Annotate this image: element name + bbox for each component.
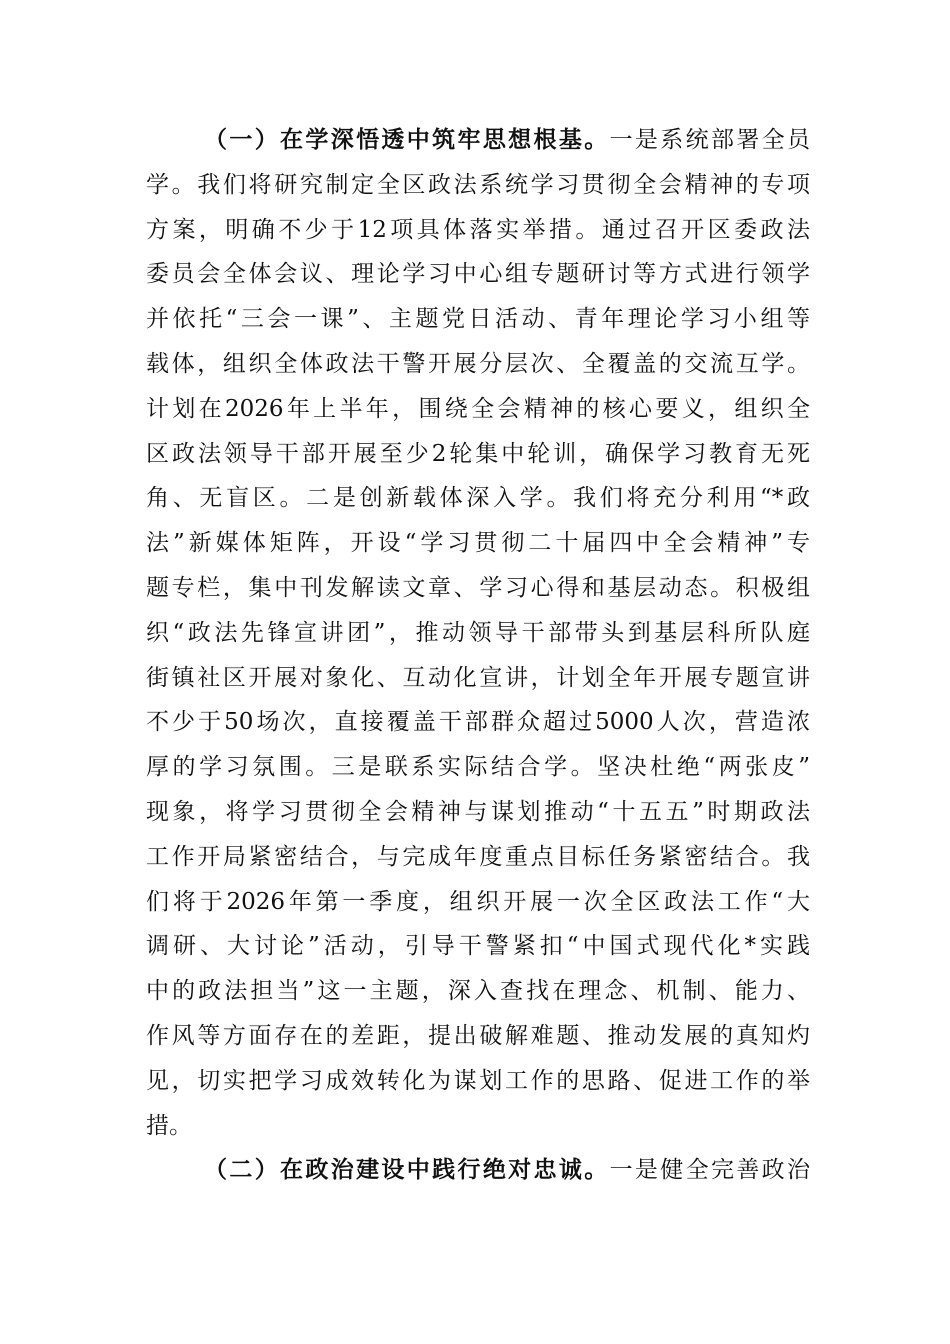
text-line: 区政法领导干部开展至少2轮集中轮训，确保学习教育无死 [146, 440, 810, 467]
text-line: 一是系统部署全员 [609, 127, 811, 153]
text-line: 方案，明确不少于12项具体落实举措。通过召开区委政法 [146, 216, 810, 243]
text-line: 学。我们将研究制定全区政法系统学习贯彻全会精神的专项 [146, 171, 810, 198]
text-line: 载体，组织全体政法干警开展分层次、全覆盖的交流互学。 [146, 350, 810, 377]
text-line: 中的政法担当”这一主题，深入查找在理念、机制、能力、 [146, 978, 810, 1005]
text-line: 见，切实把学习成效转化为谋划工作的思路、促进工作的举 [146, 1067, 810, 1094]
text-line: 措。 [146, 1112, 192, 1139]
text-line: 调研、大讨论”活动，引导干警紧扣“中国式现代化*实践 [146, 933, 810, 960]
body-text [146, 118, 810, 1193]
text-line: 不少于50场次，直接覆盖干部群众超过5000人次，营造浓 [146, 709, 810, 736]
text-line: 厚的学习氛围。三是联系实际结合学。坚决杜绝“两张皮” [146, 754, 810, 781]
text-line: 委员会全体会议、理论学习中心组专题研讨等方式进行领学 [146, 261, 810, 288]
text-line: 题专栏，集中刊发解读文章、学习心得和基层动态。积极组 [146, 574, 810, 601]
text-line: 并依托“三会一课”、主题党日活动、青年理论学习小组等 [146, 306, 810, 333]
text-line: 法”新媒体矩阵，开设“学习贯彻二十届四中全会精神”专 [146, 530, 810, 557]
text-line: 一是健全完善政治 [609, 1157, 811, 1184]
text-line: 织“政法先锋宣讲团”，推动领导干部带头到基层科所队庭 [146, 619, 810, 646]
section-1-heading: （一）在学深悟透中筑牢思想根基。 [204, 126, 610, 153]
paragraph-1-line-1 [146, 118, 810, 163]
text-line: 角、无盲区。二是创新载体深入学。我们将充分利用“*政 [146, 485, 810, 512]
text-line: 作风等方面存在的差距，提出破解难题、推动发展的真知灼 [146, 1022, 810, 1049]
text-line: 们将于2026年第一季度，组织开展一次全区政法工作“大 [146, 888, 810, 915]
text-line: 计划在2026年上半年，围绕全会精神的核心要义，组织全 [146, 395, 810, 422]
text-line: 街镇社区开展对象化、互动化宣讲，计划全年开展专题宣讲 [146, 664, 810, 691]
section-2-heading: （二）在政治建设中践行绝对忠诚。 [204, 1156, 610, 1184]
paragraph-2-line-1 [146, 1148, 810, 1193]
text-line: 工作开局紧密结合，与完成年度重点目标任务紧密结合。我 [146, 843, 810, 870]
text-line: 现象，将学习贯彻全会精神与谋划推动“十五五”时期政法 [146, 798, 810, 825]
